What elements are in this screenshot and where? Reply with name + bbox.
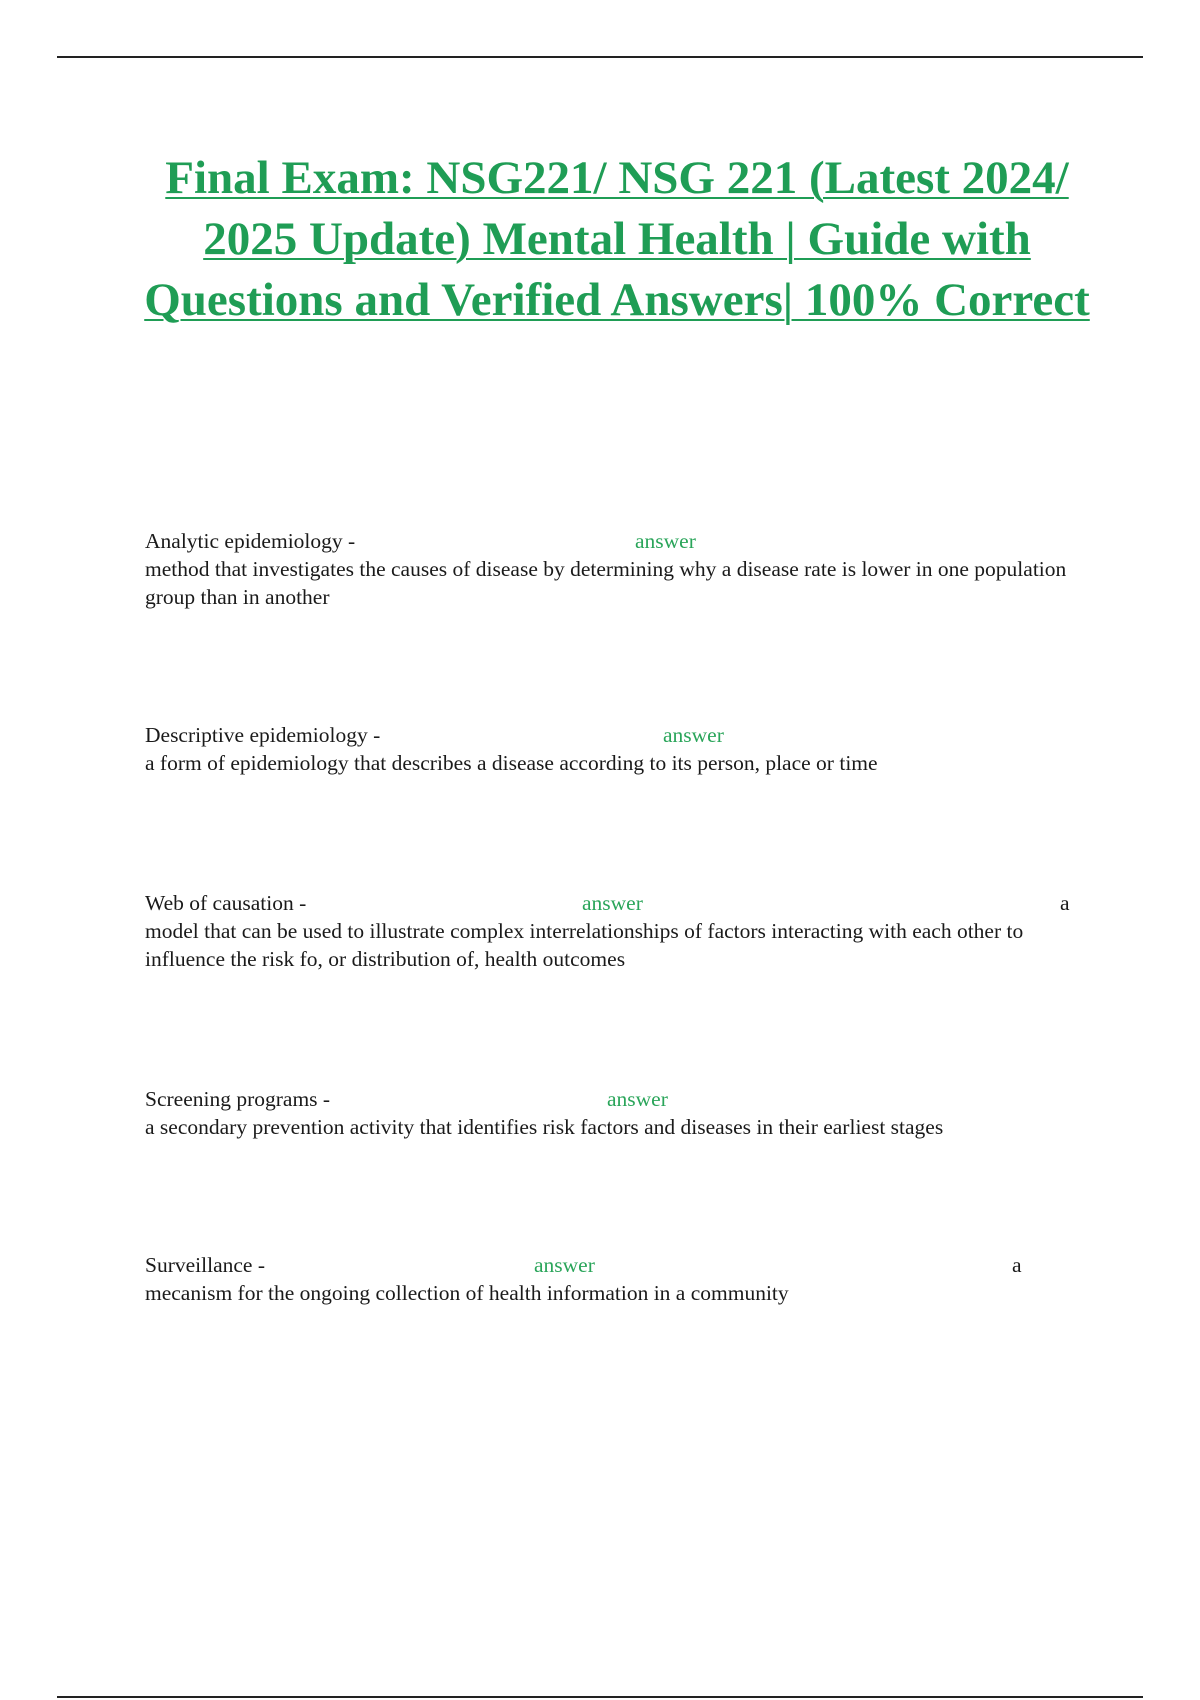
qa-entry-descriptive-epidemiology xyxy=(145,721,1080,777)
term: Screening programs - xyxy=(145,1087,331,1111)
trailing-word: a xyxy=(1012,1253,1022,1277)
qa-entry-screening-programs xyxy=(145,1085,1080,1141)
definition: method that investigates the causes of disease by determining why a disease rate is lower in one population group than in another xyxy=(145,557,1067,609)
answer-label: answer xyxy=(534,1253,595,1277)
document-title: Final Exam: NSG221/ NSG 221 (Latest 2024/ 2025 Update) Mental Health | Guide with Questions and Verified Answers| 100% Correct xyxy=(144,152,1090,326)
trailing-word: a xyxy=(1060,891,1070,915)
qa-entry-surveillance xyxy=(145,1251,1080,1307)
definition: mecanism for the ongoing collection of health information in a community xyxy=(145,1281,789,1305)
qa-entry-web-of-causation xyxy=(145,889,1080,973)
term: Surveillance - xyxy=(145,1253,265,1277)
answer-label: answer xyxy=(635,529,696,553)
top-rule xyxy=(57,56,1143,58)
answer-label: answer xyxy=(607,1087,668,1111)
answer-label: answer xyxy=(582,891,643,915)
definition: a secondary prevention activity that identifies risk factors and diseases in their earliest stages xyxy=(145,1115,944,1139)
term: Analytic epidemiology - xyxy=(145,529,356,553)
definition: model that can be used to illustrate complex interrelationships of factors interacting with each other to influence the risk fo, or distribution of, health outcomes xyxy=(145,919,1024,971)
qa-entry-analytic-epidemiology xyxy=(145,527,1080,611)
answer-label: answer xyxy=(663,723,724,747)
term: Web of causation - xyxy=(145,891,307,915)
bottom-rule xyxy=(57,1696,1143,1698)
term: Descriptive epidemiology - xyxy=(145,723,381,747)
definition: a form of epidemiology that describes a disease according to its person, place or time xyxy=(145,751,878,775)
